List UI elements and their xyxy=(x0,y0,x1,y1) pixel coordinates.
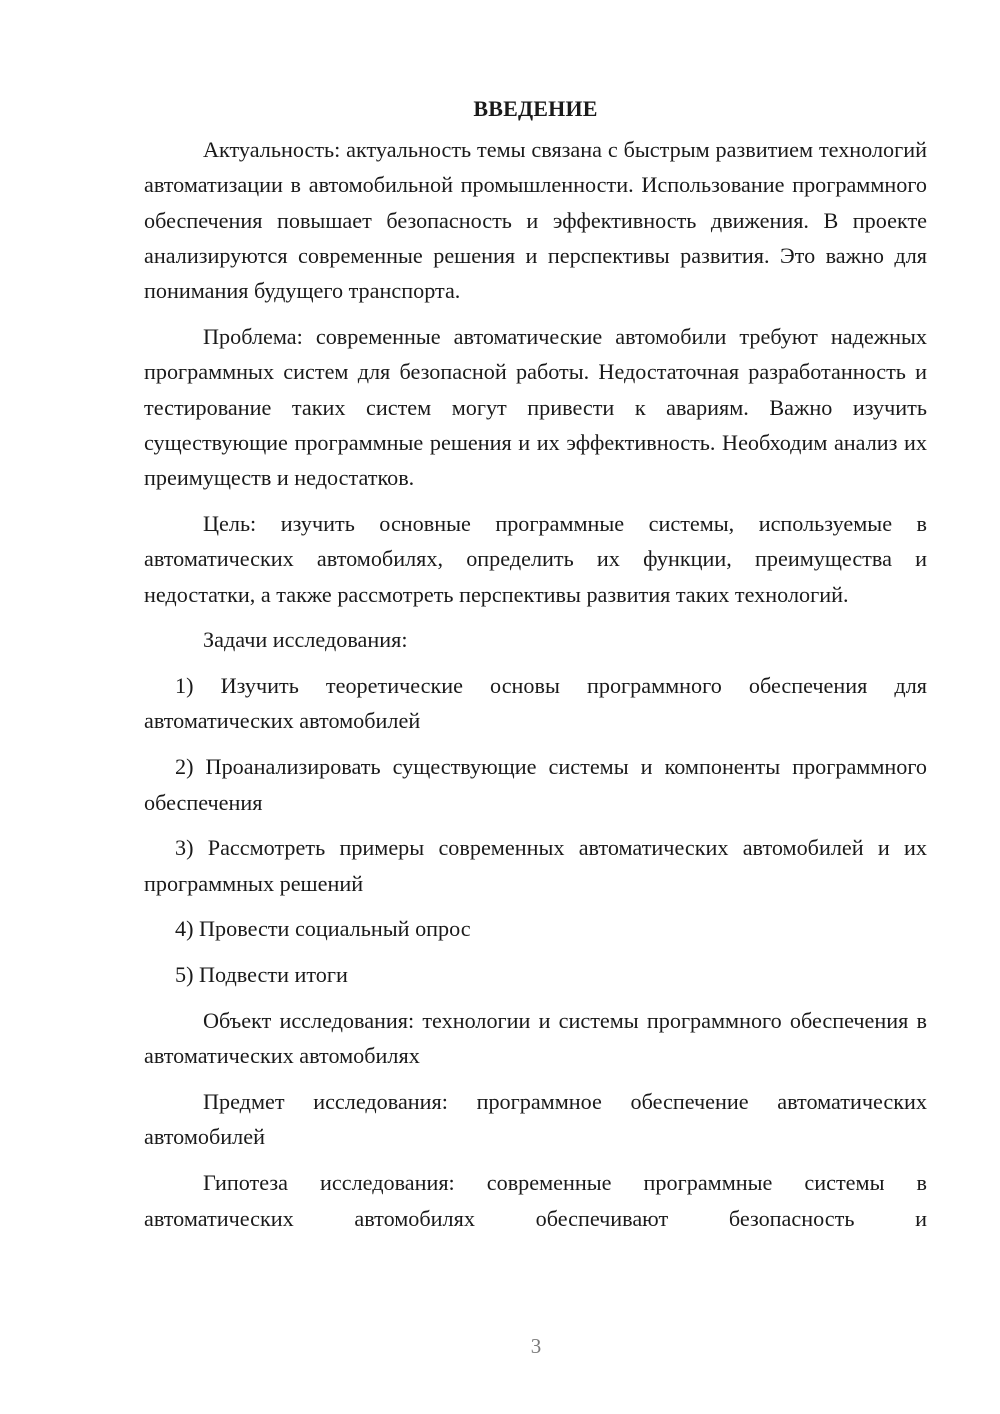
object-paragraph: Объект исследования: технологии и системы программного обеспечения в автоматических автомобилях xyxy=(144,1008,927,1069)
task-item-2: 2) Проанализировать существующие системы и компоненты программного обеспечения xyxy=(144,754,927,815)
goal-paragraph: Цель: изучить основные программные системы, используемые в автоматических автомобилях, определить их функции, преимущества и недостатки, а также рассмотреть перспективы развития таких технологий. xyxy=(144,510,927,607)
page-title: ВВЕДЕНИЕ xyxy=(473,96,598,121)
problem-paragraph: Проблема: современные автоматические автомобили требуют надежных программных систем для безопасной работы. Недостаточная разработанность и тестирование таких систем могут привести к авариям. Важно изучить существующие программные решения и их эффективность. Необходим анализ их преимуществ и недостатков. xyxy=(144,323,927,491)
hypothesis-paragraph: Гипотеза исследования: современные программные системы в автоматических автомобилях обеспечивают безопасность и xyxy=(144,1170,927,1231)
task-item-1: 1) Изучить теоретические основы программного обеспечения для автоматических автомобилей xyxy=(144,673,927,734)
relevance-paragraph: Актуальность: актуальность темы связана с быстрым развитием технологий автоматизации в автомобильной промышленности. Использование программного обеспечения повышает безопасность и эффективность движения. В проекте анализируются современные решения и перспективы развития. Это важно для понимания будущего транспорта. xyxy=(144,137,927,304)
subject-paragraph: Предмет исследования: программное обеспечение автоматических автомобилей xyxy=(144,1089,927,1150)
page-body xyxy=(144,90,927,1246)
page-number: 3 xyxy=(530,1334,542,1358)
task-item-4: 4) Провести социальный опрос xyxy=(175,916,471,942)
task-item-5: 5) Подвести итоги xyxy=(175,962,348,988)
task-item-3: 3) Рассмотреть примеры современных автоматических автомобилей и их программных решений xyxy=(144,835,927,896)
tasks-heading: Задачи исследования: xyxy=(203,627,408,653)
